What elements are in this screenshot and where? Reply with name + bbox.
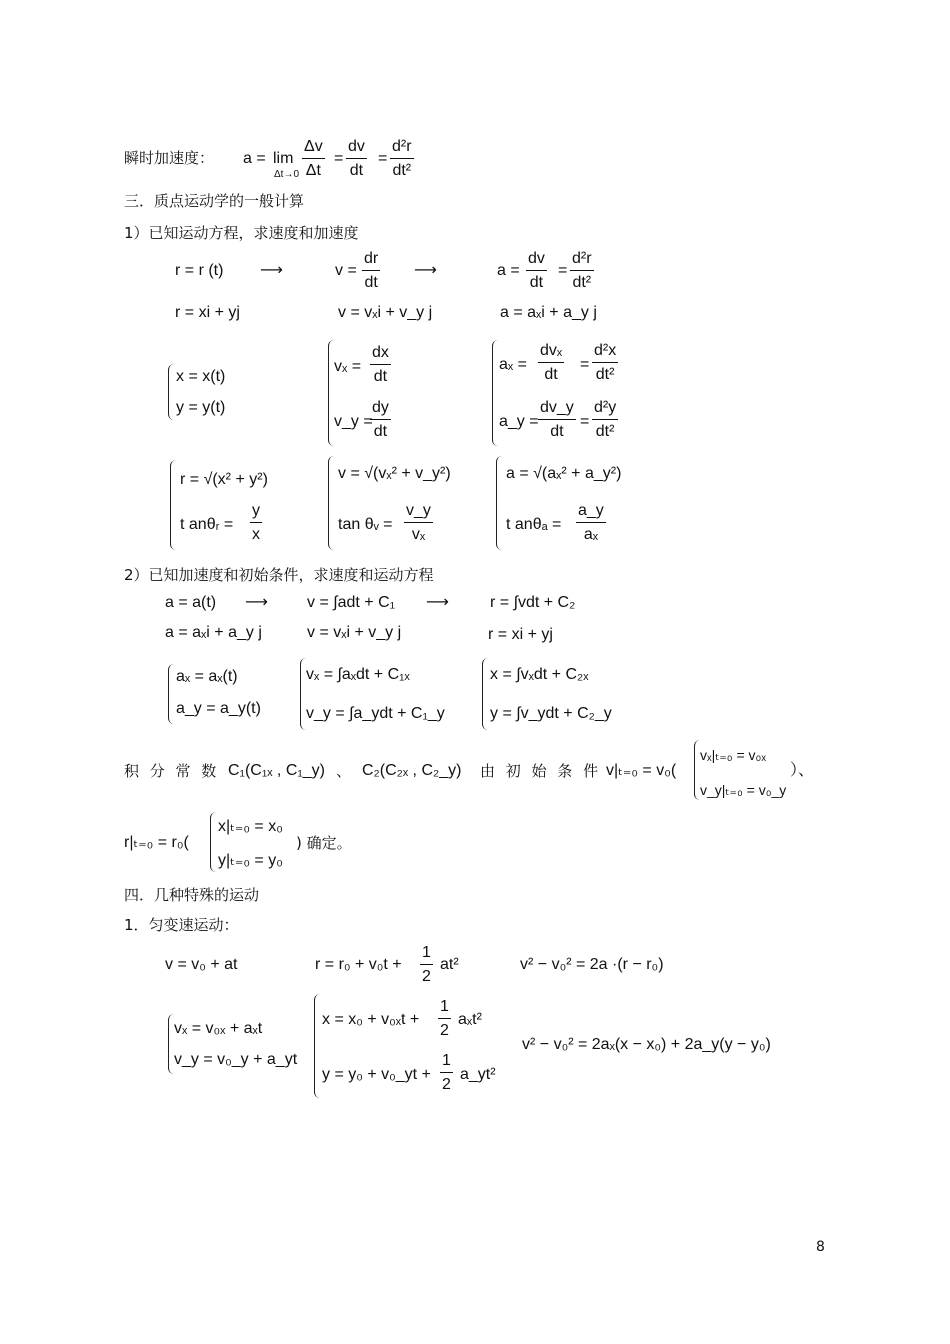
at-squared: at²: [440, 956, 459, 973]
velocity-initial: v|ₜ₌₀ = v₀(: [606, 762, 677, 779]
v-magnitude: v = √(vₓ² + v_y²): [338, 465, 451, 482]
frac-dv-dt: $\frac{dv}{dt}$: [528, 250, 545, 291]
brace: [482, 658, 488, 730]
frac-y-x: $\frac{y}{x}$: [252, 502, 260, 543]
frac-d2r-dt2: $\frac{\text{d²r}}{\text{dt²}}$: [392, 138, 412, 179]
arrow: ⟶: [260, 262, 283, 279]
brace: [492, 340, 498, 446]
y-initial: y|ₜ₌₀ = y₀: [218, 852, 283, 869]
position-uniform-lhs: r = r₀ + v₀t +: [315, 956, 402, 973]
frac-d2x-dt2: $\frac{\text{d²x}}{\text{dt²}}$: [594, 342, 617, 383]
frac-dv-dt: $\frac{dv}{dt}$: [348, 138, 365, 179]
position-integral: r = ∫vdt + C₂: [490, 594, 576, 611]
determined-text: ) 确定。: [296, 834, 352, 852]
vx-uniform: vₓ = v₀ₓ + aₓt: [174, 1020, 263, 1037]
instant-acc-label: 瞬时加速度：: [124, 149, 215, 167]
ax-t-squared: aₓt²: [458, 1011, 482, 1028]
uniform-acc-heading: 1．匀变速运动：: [124, 916, 239, 934]
velocity-components: v = vₓi + v_y j: [338, 304, 433, 321]
equals: =: [378, 150, 388, 167]
position-components: r = xi + yj: [175, 304, 240, 321]
section-4-heading: 四．几种特殊的运动: [124, 886, 260, 904]
frac-one-half: $\frac{1}{2}$: [440, 998, 449, 1039]
y-uniform-lhs: y = y₀ + v₀_yt +: [322, 1066, 431, 1083]
brace: [314, 994, 320, 1098]
vx-lhs: vₓ =: [334, 358, 362, 375]
velocity-displacement-relation: v² − v₀² = 2a ·(r − r₀): [520, 956, 664, 973]
part-1-heading: 1）已知运动方程，求速度和加速度: [124, 224, 359, 242]
lim-symbol: lim: [273, 150, 294, 167]
lim-subscript: Δt→0: [274, 169, 300, 180]
vy-lhs: v_y =: [334, 413, 373, 430]
brace: [496, 456, 502, 550]
vy-integral: v_y = ∫a_ydt + C₁_y: [306, 705, 445, 722]
separator: 、: [336, 762, 352, 780]
frac-dy-dt: $\frac{dy}{dt}$: [372, 399, 389, 440]
ax-lhs: aₓ =: [499, 356, 527, 373]
frac-dx-dt: $\frac{dx}{dt}$: [372, 344, 389, 385]
position-function: r = r (t): [175, 262, 224, 279]
component-velocity-relation: v² − v₀² = 2aₓ(x − x₀) + 2a_y(y − y₀): [522, 1036, 771, 1053]
brace: [328, 456, 334, 550]
r-magnitude: r = √(x² + y²): [180, 471, 268, 488]
instant-acc-lhs: a =: [243, 150, 266, 167]
ay-lhs: a_y =: [499, 413, 539, 430]
velocity-components: v = vₓi + v_y j: [307, 624, 402, 641]
tan-theta-v-lhs: tan θᵥ =: [338, 516, 393, 533]
x-of-t: x = x(t): [176, 368, 226, 385]
frac-d2y-dt2: $\frac{\text{d²y}}{\text{dt²}}$: [594, 399, 617, 440]
x-integral: x = ∫vₓdt + C₂ₓ: [490, 666, 589, 683]
frac-d2r-dt2: $\frac{\text{d²r}}{\text{dt²}}$: [572, 250, 592, 291]
vy-initial: v_y|ₜ₌₀ = v₀_y: [700, 782, 787, 798]
frac-dvy-dt: $\frac{dv\_y}{dt}$: [540, 399, 574, 440]
vx-initial: vₓ|ₜ₌₀ = v₀ₓ: [700, 747, 766, 763]
frac-one-half: $\frac{1}{2}$: [442, 1052, 451, 1093]
equals: =: [558, 262, 568, 279]
velocity-uniform: v = v₀ + at: [165, 956, 238, 973]
x-initial: x|ₜ₌₀ = x₀: [218, 818, 283, 835]
brace: [168, 664, 174, 724]
brace: [210, 812, 216, 872]
page-number: 8: [816, 1239, 825, 1255]
y-integral: y = ∫v_ydt + C₂_y: [490, 705, 612, 722]
velocity-integral: v = ∫adt + C₁: [307, 594, 396, 611]
acceleration-components: a = aₓi + a_y j: [500, 304, 597, 321]
ay-t-squared: a_yt²: [460, 1066, 496, 1083]
tan-theta-a-lhs: t anθₐ =: [506, 516, 562, 533]
brace: [168, 364, 174, 420]
ax-of-t: aₓ = aₓ(t): [176, 668, 238, 685]
frac-dvx-dt: dvₓ dt: [540, 342, 563, 383]
velocity-lhs: v =: [335, 262, 357, 279]
arrow: ⟶: [245, 594, 268, 611]
frac-vy-vx: $\frac{v\_y}{\text{vₓ}}$: [406, 502, 431, 543]
section-3-heading: 三．质点运动学的一般计算: [124, 192, 305, 210]
position-initial: r|ₜ₌₀ = r₀(: [124, 834, 189, 851]
frac-one-half: $\frac{1}{2}$: [422, 944, 431, 985]
constant-c1: C₁(C₁ₓ , C₁_y): [228, 762, 325, 779]
initial-condition-label: 由 初 始 条 件: [480, 762, 602, 780]
acc-function: a = a(t): [165, 594, 217, 611]
a-magnitude: a = √(aₓ² + a_y²): [506, 465, 622, 482]
constant-c2: C₂(C₂ₓ , C₂_y): [362, 762, 462, 779]
close-paren: ）、: [790, 762, 815, 779]
vy-uniform: v_y = v₀_y + a_yt: [174, 1051, 298, 1068]
acceleration-lhs: a =: [497, 262, 520, 279]
frac-dr-dt: $\frac{dr}{dt}$: [364, 250, 379, 291]
part-2-heading: 2）已知加速度和初始条件，求速度和运动方程: [124, 566, 434, 584]
position-components: r = xi + yj: [488, 626, 553, 643]
acc-components: a = aₓi + a_y j: [165, 624, 262, 641]
arrow: ⟶: [414, 262, 437, 279]
equals: =: [334, 150, 344, 167]
frac-delta-v-delta-t: $\frac{\Delta v}{\Delta t}$: [304, 138, 323, 179]
ay-of-t: a_y = a_y(t): [176, 700, 261, 717]
integration-constants-label: 积 分 常 数: [124, 762, 220, 780]
brace: [170, 460, 176, 550]
frac-ay-ax: $\frac{a\_y}{\text{aₓ}}$: [578, 502, 604, 543]
x-uniform-lhs: x = x₀ + v₀ₓt +: [322, 1011, 420, 1028]
equals: =: [580, 356, 590, 373]
vx-integral: vₓ = ∫aₓdt + C₁ₓ: [306, 666, 410, 683]
y-of-t: y = y(t): [176, 399, 226, 416]
tan-theta-r-lhs: t anθᵣ =: [180, 516, 234, 533]
equals: =: [580, 413, 590, 430]
arrow: ⟶: [426, 594, 449, 611]
